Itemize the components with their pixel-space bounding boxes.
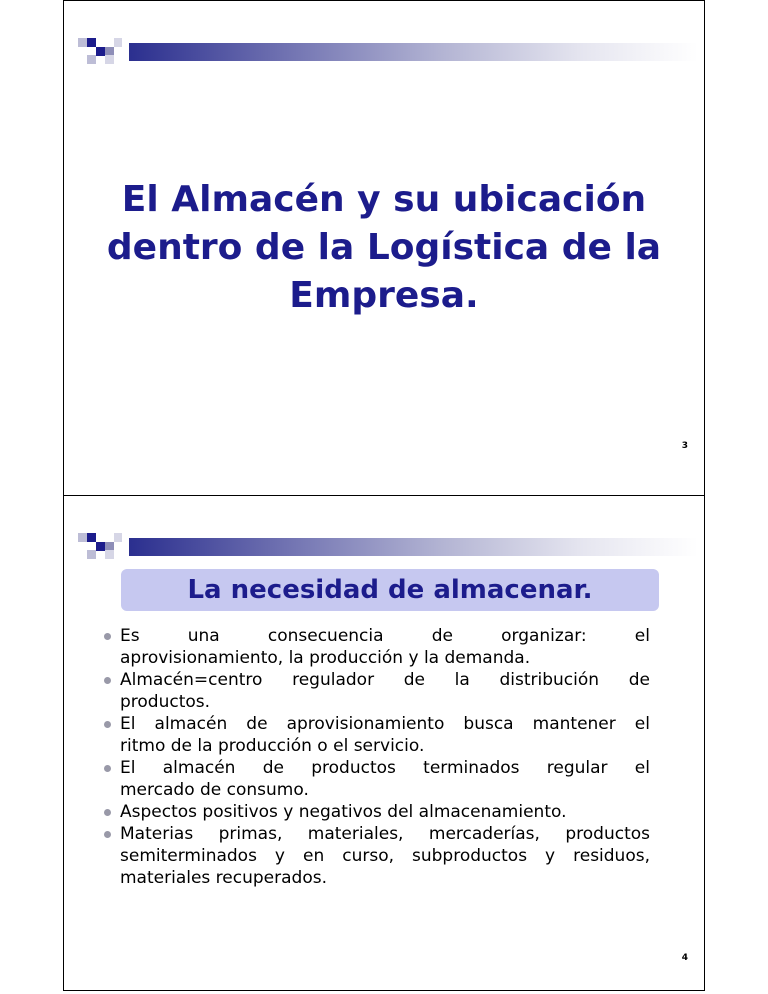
title-line: Empresa. bbox=[289, 275, 479, 316]
list-item bbox=[120, 823, 650, 889]
list-item bbox=[120, 669, 650, 713]
title-line: dentro de la Logística de la bbox=[106, 227, 662, 268]
gradient-bar bbox=[129, 538, 698, 556]
squares-logo-icon bbox=[78, 533, 122, 559]
gradient-bar bbox=[129, 43, 698, 61]
bullet-list bbox=[120, 625, 650, 889]
slide-header-decoration bbox=[78, 533, 698, 559]
bullet-line: El almacén de aprovisionamiento busca mantener el bbox=[120, 714, 650, 734]
bullet-line: El almacén de productos terminados regular el bbox=[120, 758, 650, 778]
list-item bbox=[120, 757, 650, 801]
bullet-line: ritmo de la producción o el servicio. bbox=[120, 736, 425, 756]
bullet-line: mercado de consumo. bbox=[120, 780, 309, 800]
list-item bbox=[120, 801, 650, 823]
page-number: 4 bbox=[681, 953, 688, 963]
list-item bbox=[120, 713, 650, 757]
bullet-line: productos. bbox=[120, 692, 211, 712]
slide-header-decoration bbox=[78, 38, 698, 64]
bullet-line: semiterminados y en curso, subproductos y residuos, bbox=[120, 846, 650, 866]
squares-logo-icon bbox=[78, 38, 122, 64]
bullet-line: Almacén=centro regulador de la distribución de bbox=[120, 670, 650, 690]
slide-4 bbox=[63, 495, 705, 991]
bullet-line: Es una consecuencia de organizar: el bbox=[120, 626, 650, 646]
bullet-line: Materias primas, materiales, mercaderías, productos bbox=[120, 824, 650, 844]
bullet-line: Aspectos positivos y negativos del almacenamiento. bbox=[120, 802, 567, 822]
section-title: La necesidad de almacenar. bbox=[121, 569, 659, 611]
bullet-line: materiales recuperados. bbox=[120, 868, 327, 888]
slide-title bbox=[64, 176, 704, 320]
bullet-line: aprovisionamiento, la producción y la demanda. bbox=[120, 648, 531, 668]
title-line: El Almacén y su ubicación bbox=[121, 179, 647, 220]
page-number: 3 bbox=[681, 441, 688, 451]
slide-3 bbox=[63, 0, 705, 496]
list-item bbox=[120, 625, 650, 669]
